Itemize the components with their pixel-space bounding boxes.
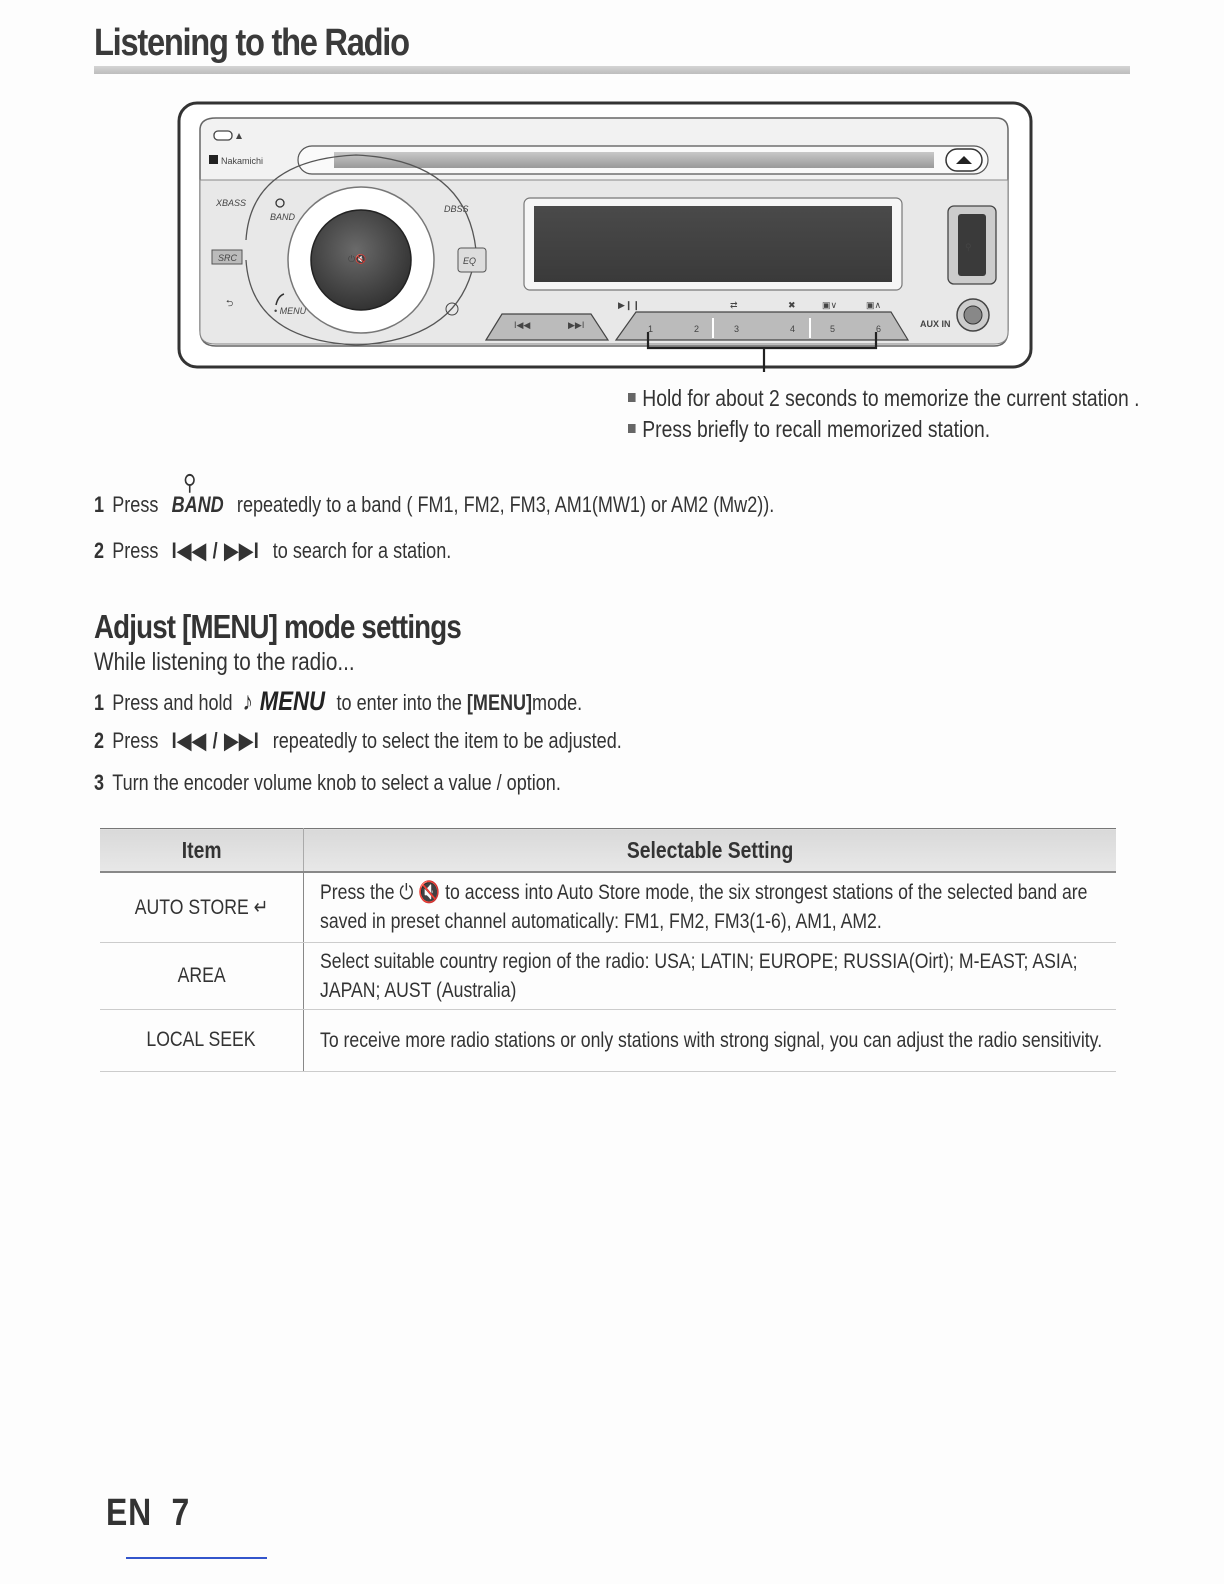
- page-number: EN 7: [106, 1492, 191, 1534]
- row-item: LOCAL SEEK: [100, 1009, 303, 1071]
- preset-function-icon: ▣∧: [866, 300, 882, 310]
- release-button: [214, 131, 232, 140]
- menu-key: MENU: [259, 686, 325, 716]
- preset-function-icon: ▣∨: [822, 300, 838, 310]
- radio-step-1: 1 Press ⚲ BAND repeatedly to a band ( FM1, FM2, FM3, AM1(MW1) or AM2 (Mw2)).: [94, 470, 775, 517]
- row-item: AREA: [100, 942, 303, 1009]
- search-icon: ⚲: [183, 470, 197, 495]
- dbss-label: DBSS: [444, 204, 469, 214]
- seek-keys: I◀◀ / ▶▶I: [171, 728, 260, 753]
- power-mute-icon: ⏻ 🔇: [398, 881, 440, 905]
- preset-button-3: 3: [734, 324, 740, 334]
- seek-button-bar: [486, 314, 608, 340]
- row-item: AUTO STORE ↵: [100, 872, 303, 942]
- preset-function-icon: ✖: [788, 300, 796, 310]
- brand-mark: [209, 155, 218, 164]
- section-title: Adjust [MENU] mode settings: [94, 608, 461, 645]
- hint-memorize: Hold for about 2 seconds to memorize the current station .: [628, 383, 1139, 414]
- page-title: Listening to the Radio: [94, 22, 409, 64]
- preset-hints: [628, 383, 1224, 445]
- footer-line: [126, 1557, 267, 1559]
- preset-button-1: 1: [648, 324, 654, 334]
- row-setting: To receive more radio stations or only stations with strong signal, you can adjust the radio sensitivity.: [303, 1009, 1116, 1071]
- hint-recall: Press briefly to recall memorized station.: [628, 414, 1139, 445]
- usb-port: [958, 214, 986, 276]
- preset-button-bar: [616, 312, 908, 340]
- knob-power-mute-label: ⏻🔇: [348, 254, 367, 264]
- xbass-label: XBASS: [216, 198, 247, 208]
- preset-button-4: 4: [790, 324, 796, 334]
- src-label: SRC: [218, 253, 238, 263]
- settings-table: [100, 828, 1116, 1072]
- seek-back-icon: I◀◀: [514, 320, 531, 330]
- band-key: ⚲ BAND: [171, 470, 224, 517]
- seek-forward-icon: ▶▶I: [568, 320, 585, 330]
- band-label: BAND: [270, 212, 296, 222]
- menu-step-1: 1 Press and hold ♪ MENU to enter into the [MENU]mode.: [94, 686, 583, 716]
- section-subtitle: While listening to the radio...: [94, 648, 355, 676]
- table-row: [100, 1009, 1116, 1071]
- lcd-display: [534, 206, 892, 282]
- aux-in-label: AUX IN: [920, 319, 951, 329]
- menu-step-3: 3 Turn the encoder volume knob to select a value / option.: [94, 770, 561, 795]
- preset-button-2: 2: [694, 324, 700, 334]
- row-setting: Select suitable country region of the radio: USA; LATIN; EUROPE; RUSSIA(Oirt); M-EAST; ASIA; JAPAN; AUST (Australia): [303, 942, 1116, 1009]
- menu-label: • MENU: [274, 306, 307, 316]
- bullet-square-icon: [628, 393, 636, 402]
- preset-button-5: 5: [830, 324, 836, 334]
- row-setting: Press the ⏻ 🔇 to access into Auto Store mode, the six strongest stations of the selected band are saved in preset channel automatically: FM1, FM2, FM3(1-6), AM1, AM2.: [303, 872, 1116, 942]
- menu-step-2: 2 Press I◀◀ / ▶▶I repeatedly to select the item to be adjusted.: [94, 728, 622, 753]
- disc-slot-opening: [334, 152, 934, 168]
- back-icon: ⮌: [226, 298, 234, 308]
- eq-label: EQ: [463, 256, 477, 266]
- car-stereo-illustration: [176, 100, 1036, 372]
- preset-function-icon: ⇄: [730, 300, 738, 310]
- column-header-item: Item: [100, 829, 303, 873]
- preset-button-6: 6: [876, 324, 882, 334]
- table-header-row: [100, 829, 1116, 873]
- seek-keys: I◀◀ / ▶▶I: [171, 538, 260, 563]
- usb-icon: ⚲: [965, 242, 972, 252]
- bullet-square-icon: [628, 424, 636, 433]
- title-rule: [94, 66, 1130, 74]
- aux-in-socket: [964, 306, 982, 324]
- table-row: [100, 942, 1116, 1009]
- radio-step-2: 2 Press I◀◀ / ▶▶I to search for a station.: [94, 538, 452, 563]
- brand-logo: Nakamichi: [221, 156, 264, 166]
- column-header-setting: Selectable Setting: [303, 829, 1116, 873]
- table-row: [100, 872, 1116, 942]
- note-icon: ♪: [242, 686, 254, 716]
- preset-function-icon: ▶❙❙: [618, 300, 641, 310]
